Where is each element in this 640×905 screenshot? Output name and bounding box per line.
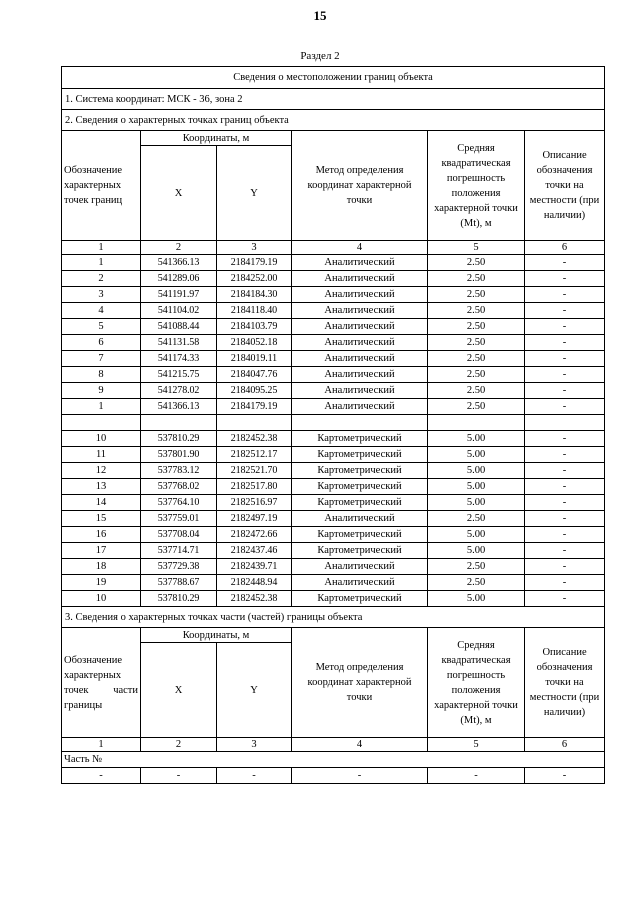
column-number: 5: [428, 738, 525, 752]
table-cell: 2182497.19: [217, 511, 292, 527]
table-cell: [525, 415, 605, 431]
table-cell: -: [525, 543, 605, 559]
table-cell: 4: [62, 303, 141, 319]
table-cell: Аналитический: [292, 255, 428, 271]
column-number: 2: [141, 241, 217, 255]
table-cell: 537783.12: [141, 463, 217, 479]
table-cell: 537810.29: [141, 431, 217, 447]
header-description: Описание обозначения точки на местности (при наличии): [525, 131, 605, 241]
table-cell: 541174.33: [141, 351, 217, 367]
table-cell: Аналитический: [292, 511, 428, 527]
table-cell: 2.50: [428, 575, 525, 591]
table-cell: 537788.67: [141, 575, 217, 591]
table-cell: 537810.29: [141, 591, 217, 607]
table-cell: 537714.71: [141, 543, 217, 559]
header-coords: Координаты, м: [141, 131, 292, 146]
column-number: 1: [62, 241, 141, 255]
table-cell: 2184052.18: [217, 335, 292, 351]
boundary-table: [61, 66, 605, 784]
table-cell: -: [525, 591, 605, 607]
table-row: [62, 447, 605, 463]
table-row: [62, 303, 605, 319]
table-cell: Аналитический: [292, 367, 428, 383]
table-row: [62, 463, 605, 479]
table-cell: 2.50: [428, 383, 525, 399]
column-number: 6: [525, 241, 605, 255]
table-cell: 541278.02: [141, 383, 217, 399]
column-numbers-row: [62, 241, 605, 255]
table-cell: Картометрический: [292, 431, 428, 447]
table-cell: 2182452.38: [217, 431, 292, 447]
column-number: 5: [428, 241, 525, 255]
header-y: Y: [217, 146, 292, 241]
table-cell: 537759.01: [141, 511, 217, 527]
table-cell: Аналитический: [292, 271, 428, 287]
parts-section-title: 3. Сведения о характерных точках части (частей) границы объекта: [62, 607, 605, 628]
table-cell: -: [525, 319, 605, 335]
table-cell: 5.00: [428, 463, 525, 479]
table-cell: 2184179.19: [217, 399, 292, 415]
table-row: [62, 575, 605, 591]
table-row: [62, 495, 605, 511]
table-cell: 6: [62, 335, 141, 351]
header-x: X: [141, 146, 217, 241]
table-cell: 5.00: [428, 431, 525, 447]
table-cell: -: [525, 287, 605, 303]
table-row: [62, 511, 605, 527]
header-error-parts: Средняя квадратическая погрешность положения характерной точки (Mt), м: [428, 628, 525, 738]
table-cell: Аналитический: [292, 335, 428, 351]
table-cell: -: [525, 527, 605, 543]
table-cell: 541366.13: [141, 255, 217, 271]
table-row: [62, 543, 605, 559]
table-cell: -: [525, 383, 605, 399]
table-cell: 2182521.70: [217, 463, 292, 479]
table-cell: Картометрический: [292, 591, 428, 607]
table-cell: 2184019.11: [217, 351, 292, 367]
table-row: [62, 399, 605, 415]
table-cell: [62, 415, 141, 431]
table-cell: Картометрический: [292, 495, 428, 511]
table-row: [62, 479, 605, 495]
column-number: 4: [292, 738, 428, 752]
table-cell: 537764.10: [141, 495, 217, 511]
table-cell: Аналитический: [292, 319, 428, 335]
table-cell: Картометрический: [292, 527, 428, 543]
table-cell: Аналитический: [292, 383, 428, 399]
table-cell: -: [525, 463, 605, 479]
table-cell: Аналитический: [292, 399, 428, 415]
header-y-parts: Y: [217, 643, 292, 738]
table-cell: 541104.02: [141, 303, 217, 319]
table-cell: 2182439.71: [217, 559, 292, 575]
table-cell: 5.00: [428, 495, 525, 511]
table-cell: [428, 415, 525, 431]
table-cell: [217, 415, 292, 431]
table-cell: -: [62, 768, 141, 784]
table-cell: -: [525, 479, 605, 495]
table-cell: 2184184.30: [217, 287, 292, 303]
table-cell: 2.50: [428, 335, 525, 351]
table-row: [62, 527, 605, 543]
table-cell: 537708.04: [141, 527, 217, 543]
table-cell: 5.00: [428, 479, 525, 495]
table-cell: 2184179.19: [217, 255, 292, 271]
table-cell: 9: [62, 383, 141, 399]
column-number: 6: [525, 738, 605, 752]
table-row: [62, 255, 605, 271]
table-cell: 13: [62, 479, 141, 495]
table-cell: -: [525, 367, 605, 383]
table-cell: -: [525, 575, 605, 591]
table-cell: 5.00: [428, 527, 525, 543]
table-cell: 2.50: [428, 559, 525, 575]
table-cell: 2182517.80: [217, 479, 292, 495]
column-number: 3: [217, 738, 292, 752]
table-cell: 2184047.76: [217, 367, 292, 383]
table-cell: 541215.75: [141, 367, 217, 383]
header-point-label-parts: Обозначение характерных точек части границы: [62, 628, 141, 738]
table-row: [62, 415, 605, 431]
table-cell: 5.00: [428, 543, 525, 559]
table-cell: Аналитический: [292, 559, 428, 575]
table-cell: -: [525, 511, 605, 527]
table-cell: Картометрический: [292, 479, 428, 495]
table-row: [62, 591, 605, 607]
part-row: [62, 768, 605, 784]
table-title: Сведения о местоположении границ объекта: [62, 67, 605, 89]
table-cell: 2.50: [428, 399, 525, 415]
table-cell: 2.50: [428, 271, 525, 287]
table-cell: -: [292, 768, 428, 784]
table-row: [62, 319, 605, 335]
table-cell: 2182437.46: [217, 543, 292, 559]
table-cell: 18: [62, 559, 141, 575]
table-cell: -: [217, 768, 292, 784]
table-cell: 2.50: [428, 287, 525, 303]
table-row: [62, 383, 605, 399]
column-number: 1: [62, 738, 141, 752]
header-error: Средняя квадратическая погрешность положения характерной точки (Mt), м: [428, 131, 525, 241]
table-cell: 14: [62, 495, 141, 511]
header-x-parts: X: [141, 643, 217, 738]
column-number: 2: [141, 738, 217, 752]
table-cell: 541131.58: [141, 335, 217, 351]
table-cell: 2184103.79: [217, 319, 292, 335]
table-cell: 537729.38: [141, 559, 217, 575]
header-coords-parts: Координаты, м: [141, 628, 292, 643]
table-cell: 541088.44: [141, 319, 217, 335]
table-cell: 541191.97: [141, 287, 217, 303]
table-cell: 2182448.94: [217, 575, 292, 591]
table-cell: 12: [62, 463, 141, 479]
header-method: Метод определения координат характерной точки: [292, 131, 428, 241]
table-cell: 537801.90: [141, 447, 217, 463]
table-cell: 2182512.17: [217, 447, 292, 463]
table-cell: 3: [62, 287, 141, 303]
table-cell: 537768.02: [141, 479, 217, 495]
table-cell: -: [525, 335, 605, 351]
table-cell: Картометрический: [292, 543, 428, 559]
column-number: 4: [292, 241, 428, 255]
table-cell: 2.50: [428, 255, 525, 271]
section-title: Раздел 2: [300, 50, 340, 62]
table-cell: -: [525, 271, 605, 287]
table-cell: -: [428, 768, 525, 784]
table-row: [62, 367, 605, 383]
table-cell: 2182472.66: [217, 527, 292, 543]
table-cell: -: [525, 495, 605, 511]
table-cell: Картометрический: [292, 447, 428, 463]
table-cell: Картометрический: [292, 463, 428, 479]
table-cell: Аналитический: [292, 575, 428, 591]
table-cell: 10: [62, 591, 141, 607]
table-cell: -: [141, 768, 217, 784]
table-cell: 2184118.40: [217, 303, 292, 319]
table-row: [62, 559, 605, 575]
table-cell: -: [525, 431, 605, 447]
table-cell: -: [525, 255, 605, 271]
page-number: 15: [313, 8, 327, 23]
table-cell: 2.50: [428, 319, 525, 335]
column-number: 3: [217, 241, 292, 255]
column-numbers-row-parts: [62, 738, 605, 752]
table-cell: 2.50: [428, 351, 525, 367]
table-cell: 19: [62, 575, 141, 591]
table-row: [62, 271, 605, 287]
table-cell: 2.50: [428, 511, 525, 527]
table-cell: Аналитический: [292, 303, 428, 319]
table-cell: 10: [62, 431, 141, 447]
header-method-parts: Метод определения координат характерной точки: [292, 628, 428, 738]
points-section-title: 2. Сведения о характерных точках границ объекта: [62, 110, 605, 131]
table-cell: 1: [62, 255, 141, 271]
table-cell: Аналитический: [292, 287, 428, 303]
table-cell: -: [525, 303, 605, 319]
table-cell: 2182516.97: [217, 495, 292, 511]
table-row: [62, 351, 605, 367]
table-cell: -: [525, 768, 605, 784]
table-cell: -: [525, 559, 605, 575]
header-point-label: Обозначение характерных точек границ: [62, 131, 141, 241]
part-label: Часть №: [62, 752, 605, 768]
table-cell: 2.50: [428, 303, 525, 319]
table-cell: 2184252.00: [217, 271, 292, 287]
table-cell: Аналитический: [292, 351, 428, 367]
table-cell: 7: [62, 351, 141, 367]
table-cell: -: [525, 447, 605, 463]
table-row: [62, 335, 605, 351]
table-cell: 11: [62, 447, 141, 463]
table-cell: -: [525, 351, 605, 367]
table-cell: 5: [62, 319, 141, 335]
table-cell: [141, 415, 217, 431]
table-cell: 2184095.25: [217, 383, 292, 399]
table-cell: 2: [62, 271, 141, 287]
table-cell: 16: [62, 527, 141, 543]
table-cell: 5.00: [428, 447, 525, 463]
table-cell: 17: [62, 543, 141, 559]
table-cell: 541366.13: [141, 399, 217, 415]
table-cell: 541289.06: [141, 271, 217, 287]
table-cell: 5.00: [428, 591, 525, 607]
table-cell: 15: [62, 511, 141, 527]
table-cell: -: [525, 399, 605, 415]
header-description-parts: Описание обозначения точки на местности (при наличии): [525, 628, 605, 738]
table-cell: 2.50: [428, 367, 525, 383]
table-cell: 1: [62, 399, 141, 415]
table-cell: 8: [62, 367, 141, 383]
table-cell: 2182452.38: [217, 591, 292, 607]
points-rows: [62, 255, 605, 607]
table-row: [62, 431, 605, 447]
coord-system: 1. Система координат: МСК - 36, зона 2: [62, 89, 605, 110]
table-cell: [292, 415, 428, 431]
table-row: [62, 287, 605, 303]
